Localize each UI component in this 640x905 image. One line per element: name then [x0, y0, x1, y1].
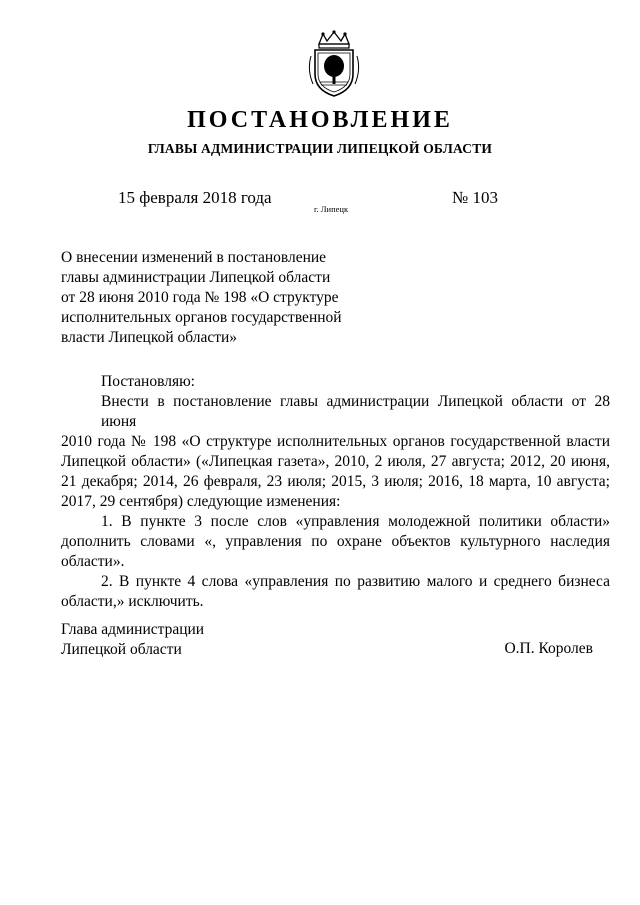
body-line: 2010 года № 198 «О структуре исполнительных органов государственной власти [61, 433, 610, 450]
heading-line: власти Липецкой области» [61, 329, 238, 346]
heading-line: от 28 июня 2010 года № 198 «О структуре [61, 289, 339, 306]
decree-word: Постановляю: [101, 373, 195, 390]
item-1-line: дополнить словами «, управления по охране объектов культурного наследия [61, 533, 610, 550]
lipetsk-coat-of-arms-icon [305, 30, 363, 98]
document-place: г. Липецк [314, 204, 349, 214]
heading-line: исполнительных органов государственной [61, 309, 342, 326]
item-2-line: области,» исключить. [61, 593, 204, 610]
position-line: Глава администрации [61, 621, 205, 638]
position-line: Липецкой области [61, 641, 182, 658]
document-date: 15 февраля 2018 года [118, 188, 272, 207]
document-subtitle: ГЛАВЫ АДМИНИСТРАЦИИ ЛИПЕЦКОЙ ОБЛАСТИ [147, 141, 493, 156]
item-2-line: 2. В пункте 4 слова «управления по развитию малого и среднего бизнеса [101, 573, 610, 590]
signatory-name: О.П. Королев [504, 640, 593, 657]
heading-line: О внесении изменений в постановление [61, 249, 327, 266]
item-1-line: области». [61, 553, 125, 570]
document-number: № 103 [452, 188, 498, 207]
item-1-line: 1. В пункте 3 после слов «управления молодежной политики области» [101, 513, 610, 530]
body-line: Липецкой области» («Липецкая газета», 2010, 2 июля, 27 августа; 2012, 20 июня, [61, 453, 610, 470]
body-line: 2017, 29 сентября) следующие изменения: [61, 493, 341, 510]
document-title: ПОСТАНОВЛЕНИЕ [187, 107, 453, 133]
body-line: Внести в постановление главы администрации Липецкой области от 28 июня [101, 393, 610, 430]
document-body [61, 372, 610, 612]
document-heading [61, 248, 361, 348]
body-line: 21 декабря; 2014, 26 февраля, 23 июля; 2015, 3 июля; 2016, 18 марта, 10 августа; [61, 473, 610, 490]
signatory-position [61, 620, 204, 660]
heading-line: главы администрации Липецкой области [61, 269, 331, 286]
